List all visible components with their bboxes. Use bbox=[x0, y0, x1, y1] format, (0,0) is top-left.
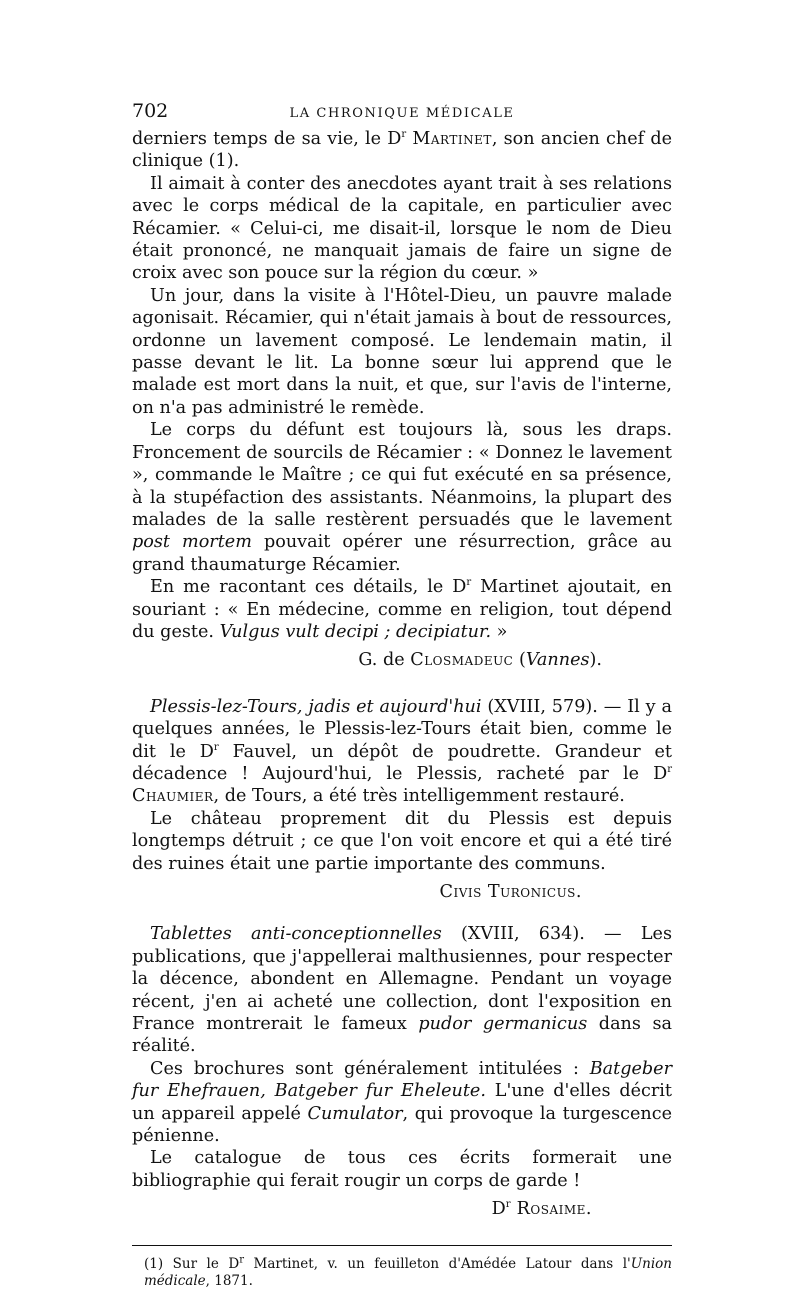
journal-page bbox=[132, 100, 672, 1290]
text: derniers temps de sa vie, le D bbox=[132, 129, 402, 149]
paragraph bbox=[132, 696, 672, 808]
article-plessis bbox=[132, 696, 672, 904]
text: Martinet, v. un feuilleton d'Amédée Latour dans l' bbox=[244, 1255, 631, 1272]
text: ( bbox=[513, 650, 526, 671]
text: dans sa réalité. bbox=[132, 1014, 672, 1057]
text: (XVIII, 634). — Les publications, que j'appellerai malthusiennes, pour respecter la décence, abondent en Allemagne. Pendant un voyage récent, j'en ai acheté une collection, dont l'exposition en France montrerait le fameux bbox=[132, 924, 672, 1035]
paragraph bbox=[132, 1058, 672, 1148]
author-name: Rosaime. bbox=[510, 1199, 592, 1220]
text: , 1871. bbox=[205, 1272, 253, 1289]
superscript: r bbox=[466, 577, 472, 589]
paragraph: Le catalogue de tous ces écrits formerait une bibliographie qui ferait rougir un corps de garde ! bbox=[132, 1148, 672, 1191]
superscript: r bbox=[239, 1254, 244, 1266]
article-recamier bbox=[132, 128, 672, 672]
text: Le corps du défunt est toujours là, sous les draps. Froncement de sourcils de Récamier : « Donnez le lavement », commande le Maître ; ce qui fut exécuté en sa présence, à la stupéfaction des assistants. Néanmoins, la plupart des malades de la salle restèrent persuadés que le lavement bbox=[132, 420, 672, 530]
text: (XVIII, 579). — Il y a quelques années, le Plessis-lez-Tours était bien, comme le dit le D bbox=[132, 696, 672, 762]
italic-text: pudor germanicus bbox=[418, 1014, 588, 1035]
superscript: r bbox=[401, 129, 407, 141]
page-header bbox=[132, 100, 672, 128]
place-name: Vannes bbox=[525, 650, 590, 671]
text: ). bbox=[589, 650, 602, 671]
text: Ces brochures sont généralement intitulées : bbox=[150, 1058, 590, 1079]
person-name: Chaumier bbox=[132, 786, 214, 807]
italic-text: Union médicale bbox=[144, 1255, 672, 1289]
footnote-divider bbox=[132, 1245, 672, 1246]
text: Fauvel, un dépôt de poudrette. Grandeur et décadence ! Aujourd'hui, le Plessis, racheté par le D bbox=[132, 741, 672, 784]
paragraph bbox=[132, 923, 672, 1057]
italic-text: Cumulator bbox=[307, 1103, 403, 1124]
italic-text: Batgeber fur Ehefrauen, Batgeber fur Eheleute. bbox=[132, 1058, 672, 1102]
italic-text: Vulgus vult decipi ; decipiatur. bbox=[219, 621, 492, 642]
superscript: r bbox=[667, 764, 672, 776]
text: Martinet ajoutait, en souriant : « En médecine, comme en religion, tout dépend du geste. bbox=[132, 577, 672, 642]
paragraph bbox=[132, 128, 672, 173]
italic-text: post mortem bbox=[132, 532, 252, 553]
text: (1) Sur le D bbox=[144, 1255, 240, 1272]
paragraph bbox=[132, 419, 672, 576]
article-title: Tablettes anti-conceptionnelles bbox=[150, 924, 442, 945]
text: D bbox=[491, 1199, 506, 1220]
signature bbox=[132, 1198, 672, 1220]
person-name: Martinet bbox=[412, 129, 492, 149]
footnote bbox=[132, 1256, 672, 1290]
superscript: r bbox=[213, 741, 219, 753]
text: » bbox=[491, 621, 508, 642]
text: En me racontant ces détails, le D bbox=[150, 577, 467, 598]
text: , son ancien chef de clinique (1). bbox=[132, 129, 672, 172]
paragraph bbox=[132, 576, 672, 643]
article-tablettes bbox=[132, 923, 672, 1220]
running-title: LA CHRONIQUE MÉDICALE bbox=[289, 106, 515, 121]
signature: Civis Turonicus. bbox=[439, 882, 582, 902]
signature bbox=[132, 649, 672, 671]
text: pouvait opérer une résurrection, grâce au grand thaumaturge Récamier. bbox=[132, 532, 672, 575]
text: L'une d'elles décrit un appareil appelé bbox=[132, 1081, 672, 1124]
author-name: Closmadeuc bbox=[410, 650, 514, 671]
text: G. de bbox=[358, 650, 411, 671]
article-title: Plessis-lez-Tours, jadis et aujourd'hui bbox=[150, 696, 482, 717]
text: , qui provoque la turgescence pénienne. bbox=[132, 1103, 672, 1147]
text: , de Tours, a été très intelligemment restauré. bbox=[213, 786, 625, 807]
page-number: 702 bbox=[132, 100, 169, 122]
paragraph: Le château proprement dit du Plessis est depuis longtemps détruit ; ce que l'on voit encore et qui a été tiré des ruines était une partie importante des communs. bbox=[132, 808, 672, 874]
paragraph: Il aimait à conter des anecdotes ayant trait à ses relations avec le corps médical de la capitale, en particulier avec Récamier. « Celui-ci, me disait-il, lorsque le nom de Dieu était prononcé, ne manquait jamais de faire un signe de croix avec son pouce sur la région du cœur. » bbox=[132, 173, 672, 284]
superscript: r bbox=[505, 1199, 511, 1211]
paragraph: Un jour, dans la visite à l'Hôtel-Dieu, un pauvre malade agonisait. Récamier, qui n'était jamais à bout de ressources, ordonne un lavement composé. Le lendemain matin, il passe devant le lit. La bonne sœur lui apprend que le malade est mort dans la nuit, et que, sur l'avis de l'interne, on n'a pas administré le remède. bbox=[132, 285, 672, 418]
